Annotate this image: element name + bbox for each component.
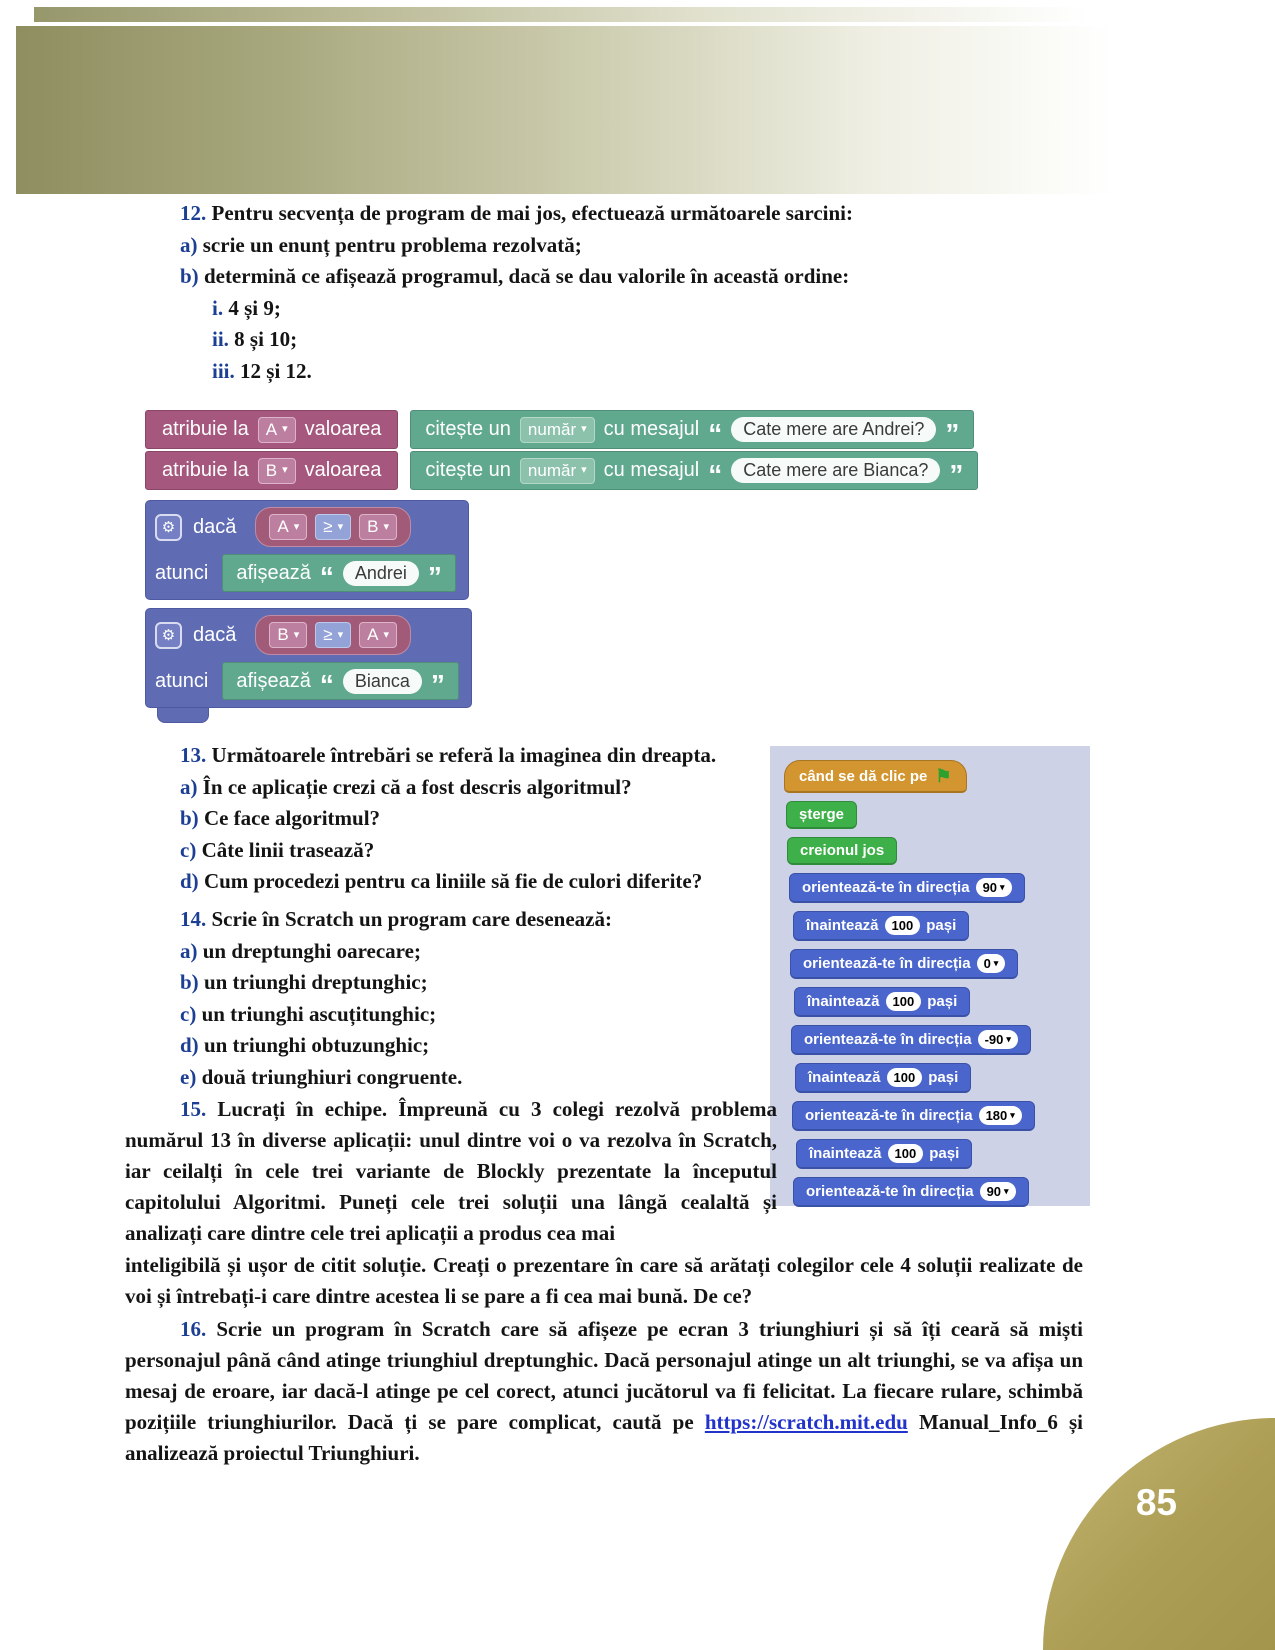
chevron-down-icon: ▾ xyxy=(383,628,389,641)
type-dropdown xyxy=(520,417,595,443)
block-label: creionul jos xyxy=(800,842,885,859)
operand: A xyxy=(367,625,379,644)
open-quote-icon: “ xyxy=(708,417,723,449)
item-text: un triunghi dreptunghic; xyxy=(203,970,428,994)
scratch-point-block xyxy=(791,1025,1031,1055)
scratch-move-block xyxy=(795,1063,971,1093)
if-keyword: dacă xyxy=(193,515,237,538)
if-block xyxy=(145,500,469,600)
exercise-number: 14. xyxy=(180,907,207,931)
display-keyword: afișează xyxy=(236,561,311,584)
sub-list-item xyxy=(212,293,853,325)
variable-name: B xyxy=(265,460,278,480)
block-label-suffix: pași xyxy=(928,1069,959,1086)
steps-value-field xyxy=(886,992,922,1011)
scratch-website-link[interactable]: https://scratch.mit.edu xyxy=(704,1410,908,1434)
item-text: 4 și 9; xyxy=(228,295,281,320)
operator-dropdown xyxy=(315,514,351,540)
chevron-down-icon: ▾ xyxy=(282,423,288,435)
item-roman: ii. xyxy=(212,327,229,351)
item-letter: d) xyxy=(180,1033,199,1057)
scratch-row xyxy=(778,873,1090,911)
sub-list-item xyxy=(212,356,853,388)
item-text: 12 și 12. xyxy=(240,358,312,383)
direction-dropdown xyxy=(980,1182,1016,1201)
operator-dropdown xyxy=(315,622,351,648)
chevron-down-icon: ▾ xyxy=(581,423,587,435)
steps-value: 100 xyxy=(891,918,914,933)
hat-label: când se dă clic pe xyxy=(799,767,928,785)
scratch-row xyxy=(778,801,1090,837)
chevron-down-icon: ▾ xyxy=(337,628,344,641)
display-text-field: Andrei xyxy=(343,561,419,586)
if-block xyxy=(145,608,472,708)
display-block xyxy=(222,554,456,592)
list-item xyxy=(180,866,780,898)
teamwork-label: Lucrați în echipe. xyxy=(217,1097,388,1121)
close-quote-icon: ” xyxy=(945,417,960,449)
blockly-assign-row xyxy=(145,410,978,449)
open-quote-icon: “ xyxy=(319,669,334,700)
list-item xyxy=(180,803,780,835)
exercise-14 xyxy=(180,904,780,1093)
exercise-number: 16. xyxy=(180,1317,207,1341)
scratch-row xyxy=(778,1101,1090,1139)
item-roman: i. xyxy=(212,295,224,320)
block-label: orientează-te în direcția xyxy=(804,1031,972,1048)
direction-dropdown xyxy=(979,1106,1022,1125)
chevron-down-icon: ▾ xyxy=(1004,1186,1009,1196)
steps-value: 100 xyxy=(892,994,915,1009)
item-roman: iii. xyxy=(212,358,235,383)
scratch-row xyxy=(778,837,1090,873)
exercise-intro-text: Scrie în Scratch un program care desenează: xyxy=(211,907,612,931)
gear-icon: ⚙ xyxy=(155,622,182,649)
if-condition-row xyxy=(155,615,459,655)
if-then-row xyxy=(155,554,456,592)
operand-dropdown xyxy=(359,514,397,540)
scratch-move-block xyxy=(794,987,970,1017)
scratch-row xyxy=(778,1177,1090,1215)
block-label: orientează-te în direcția xyxy=(802,879,970,896)
header-gradient-strip xyxy=(34,7,1275,22)
direction-dropdown xyxy=(977,954,1006,973)
type-name: număr xyxy=(527,419,577,439)
item-letter: b) xyxy=(180,264,199,288)
operator: ≥ xyxy=(323,625,333,644)
item-text: Cum procedezi pentru ca liniile să fie de culori diferite? xyxy=(203,869,703,893)
direction-value: -90 xyxy=(984,1032,1004,1047)
scratch-program-figure xyxy=(770,746,1090,1206)
direction-value: 90 xyxy=(986,1184,1002,1199)
prompt-text-field: Cate mere are Andrei? xyxy=(731,417,936,442)
operand-dropdown xyxy=(269,622,307,648)
steps-value: 100 xyxy=(893,1070,916,1085)
display-text-field: Bianca xyxy=(343,669,422,694)
block-label: înaintează xyxy=(807,993,880,1010)
exercise-12 xyxy=(180,198,853,387)
scratch-row xyxy=(778,1139,1090,1177)
message-keyword: cu mesajul xyxy=(603,418,700,440)
exercise-15-paragraph-narrow xyxy=(125,1094,777,1249)
exercise-number: 12. xyxy=(180,201,207,225)
steps-value-field xyxy=(888,1144,924,1163)
block-label: orientează-te în direcția xyxy=(805,1107,973,1124)
assign-keyword: valoarea xyxy=(304,418,382,440)
chevron-down-icon: ▾ xyxy=(1006,1034,1011,1044)
exercise-number: 15. xyxy=(180,1097,207,1121)
operator: ≥ xyxy=(323,517,333,536)
prompt-text-field: Cate mere are Bianca? xyxy=(731,458,940,483)
item-letter: b) xyxy=(180,806,199,830)
assign-block xyxy=(145,451,398,490)
operand: B xyxy=(367,517,379,536)
chevron-down-icon: ▾ xyxy=(1010,1110,1015,1120)
read-keyword: citește un xyxy=(425,459,511,481)
read-number-block xyxy=(410,451,978,490)
block-label-suffix: pași xyxy=(927,993,958,1010)
list-item xyxy=(180,936,780,968)
paragraph-text: Scrie un program în Scratch care să afișeze pe ecran 3 triunghiuri și să îți ceară să miști personajul până când atinge triunghiul dreptunghic. Dacă personajul atinge un alt triunghi, se va afișa un mesaj de eroare, iar dacă-l atinge pe cel corect, atunci jucătorul va fi felicitat. La fiecare rulare, schimbă pozițiile triunghiurilor. Dacă ți se pare complicat, caută pe xyxy=(125,1317,1083,1434)
assign-block xyxy=(145,410,398,449)
list-item xyxy=(180,772,780,804)
block-label-suffix: pași xyxy=(929,1145,960,1162)
scratch-pen-block xyxy=(786,801,857,829)
block-label: șterge xyxy=(799,806,845,823)
item-text: două triunghiuri congruente. xyxy=(201,1064,463,1089)
operand: A xyxy=(277,517,289,536)
direction-value: 180 xyxy=(985,1108,1008,1123)
exercise-12-intro xyxy=(180,198,853,230)
scratch-row xyxy=(778,1063,1090,1101)
close-quote-icon: ” xyxy=(430,669,445,700)
type-dropdown xyxy=(520,458,595,484)
item-text: determină ce afișează programul, dacă se dau valorile în această ordine: xyxy=(203,264,850,288)
next-connection-stub xyxy=(157,708,209,723)
then-keyword: atunci xyxy=(155,561,209,584)
item-letter: a) xyxy=(180,774,198,799)
chevron-down-icon: ▾ xyxy=(383,520,389,533)
exercise-number: 13. xyxy=(180,743,207,767)
list-item xyxy=(180,835,780,867)
list-item xyxy=(180,967,780,999)
then-keyword: atunci xyxy=(155,669,209,692)
item-letter: a) xyxy=(180,232,198,257)
item-letter: c) xyxy=(180,837,197,862)
exercise-16-paragraph xyxy=(125,1314,1083,1469)
list-item xyxy=(180,261,853,293)
item-text: un triunghi obtuzunghic; xyxy=(203,1033,430,1057)
comparison-block xyxy=(255,615,411,655)
block-label: înaintează xyxy=(808,1069,881,1086)
read-number-block xyxy=(410,410,974,449)
type-name: număr xyxy=(527,460,577,480)
green-flag-icon: ⚑ xyxy=(935,766,952,786)
block-label-suffix: pași xyxy=(926,917,957,934)
chevron-down-icon: ▾ xyxy=(293,628,300,641)
if-condition-row xyxy=(155,507,456,547)
open-quote-icon: “ xyxy=(708,458,723,490)
display-keyword: afișează xyxy=(236,669,311,692)
chevron-down-icon: ▾ xyxy=(1000,882,1005,892)
list-item xyxy=(180,999,780,1031)
blockly-program-figure xyxy=(145,410,978,723)
list-item xyxy=(180,1030,780,1062)
variable-name: A xyxy=(265,419,278,439)
direction-dropdown xyxy=(976,878,1012,897)
item-text: În ce aplicație crezi că a fost descris algoritmul? xyxy=(202,774,632,799)
operand: B xyxy=(277,625,289,644)
variable-dropdown xyxy=(258,458,296,484)
item-letter: b) xyxy=(180,970,199,994)
exercise-13-intro xyxy=(180,740,780,772)
chevron-down-icon: ▾ xyxy=(282,464,288,476)
close-quote-icon: ” xyxy=(949,458,964,490)
block-label: orientează-te în direcția xyxy=(803,955,971,972)
assign-keyword: atribuie la xyxy=(162,459,249,481)
scratch-point-block xyxy=(790,949,1018,979)
message-keyword: cu mesajul xyxy=(603,459,700,481)
item-letter: c) xyxy=(180,1001,197,1026)
scratch-row xyxy=(778,949,1090,987)
exercise-14-intro xyxy=(180,904,780,936)
scratch-pen-block xyxy=(787,837,897,865)
gear-icon: ⚙ xyxy=(155,514,182,541)
if-keyword: dacă xyxy=(193,623,237,646)
direction-dropdown xyxy=(978,1030,1018,1049)
exercise-intro-text: Următoarele întrebări se referă la imaginea din dreapta. xyxy=(211,743,717,767)
item-letter: d) xyxy=(180,869,199,893)
chevron-down-icon: ▾ xyxy=(581,464,587,476)
if-then-row xyxy=(155,662,459,700)
operand-dropdown xyxy=(269,514,307,540)
block-label: înaintează xyxy=(809,1145,882,1162)
exercise-intro-text: Pentru secvența de program de mai jos, efectuează următoarele sarcini: xyxy=(211,201,854,225)
assign-keyword: valoarea xyxy=(304,459,382,481)
item-text: un dreptunghi oarecare; xyxy=(202,938,421,963)
paragraph-text: inteligibilă și ușor de citit soluție. Creați o prezentare în care să arătați colegilor cele 4 soluții realizate de voi și întrebați-i care dintre acestea li se pare a fi cea mai bună. De ce? xyxy=(125,1253,1083,1308)
read-keyword: citește un xyxy=(425,418,511,440)
exercise-13 xyxy=(180,740,780,898)
scratch-row xyxy=(778,1025,1090,1063)
scratch-point-block xyxy=(793,1177,1029,1207)
comparison-block xyxy=(255,507,411,547)
list-item xyxy=(180,1062,780,1094)
variable-dropdown xyxy=(258,417,296,443)
paragraph-text: Manual_Info_6 și analizează proiectul Triunghiuri. xyxy=(125,1410,1083,1465)
exercise-15-paragraph-wide xyxy=(125,1250,1083,1312)
scratch-move-block xyxy=(796,1139,972,1169)
blockly-assign-row xyxy=(145,451,978,490)
scratch-point-block xyxy=(792,1101,1035,1131)
steps-value-field xyxy=(885,916,921,935)
chevron-down-icon: ▾ xyxy=(993,958,999,968)
scratch-row xyxy=(778,760,1090,801)
item-text: scrie un enunț pentru problema rezolvată; xyxy=(202,232,582,257)
item-text: 8 și 10; xyxy=(234,327,298,351)
block-label: înaintează xyxy=(806,917,879,934)
scratch-point-block xyxy=(789,873,1025,903)
scratch-row xyxy=(778,911,1090,949)
item-text: un triunghi ascuțitunghic; xyxy=(201,1001,437,1026)
display-block xyxy=(222,662,459,700)
open-quote-icon: “ xyxy=(319,561,334,592)
header-gradient-band xyxy=(16,26,1210,194)
direction-value: 90 xyxy=(982,880,998,895)
item-text: Ce face algoritmul? xyxy=(203,806,381,830)
sub-list-item xyxy=(212,324,853,356)
chevron-down-icon: ▾ xyxy=(337,520,344,533)
page-number: 85 xyxy=(1135,1482,1177,1523)
block-label: orientează-te în direcția xyxy=(806,1183,974,1200)
scratch-hat-block xyxy=(784,760,967,793)
item-letter: a) xyxy=(180,938,198,963)
list-item xyxy=(180,230,853,262)
steps-value: 100 xyxy=(894,1146,917,1161)
operand-dropdown xyxy=(359,622,397,648)
assign-keyword: atribuie la xyxy=(162,418,249,440)
direction-value: 0 xyxy=(983,956,991,971)
chevron-down-icon: ▾ xyxy=(293,520,300,533)
steps-value-field xyxy=(887,1068,923,1087)
paragraph-text: Împreună cu 3 colegi rezolvă problema numărul 13 în diverse aplicații: unul dintre voi o va rezolva în Scratch, iar ceilalți în cele trei variante de Blockly prezentate la începutul capitolului Algoritmi. Puneți cele trei soluții una lângă cealaltă și analizați care dintre cele trei aplicații a produs cea mai xyxy=(125,1097,778,1245)
item-text: Câte linii trasează? xyxy=(201,837,375,862)
scratch-row xyxy=(778,987,1090,1025)
close-quote-icon: ” xyxy=(427,561,442,592)
item-letter: e) xyxy=(180,1064,197,1089)
scratch-move-block xyxy=(793,911,969,941)
